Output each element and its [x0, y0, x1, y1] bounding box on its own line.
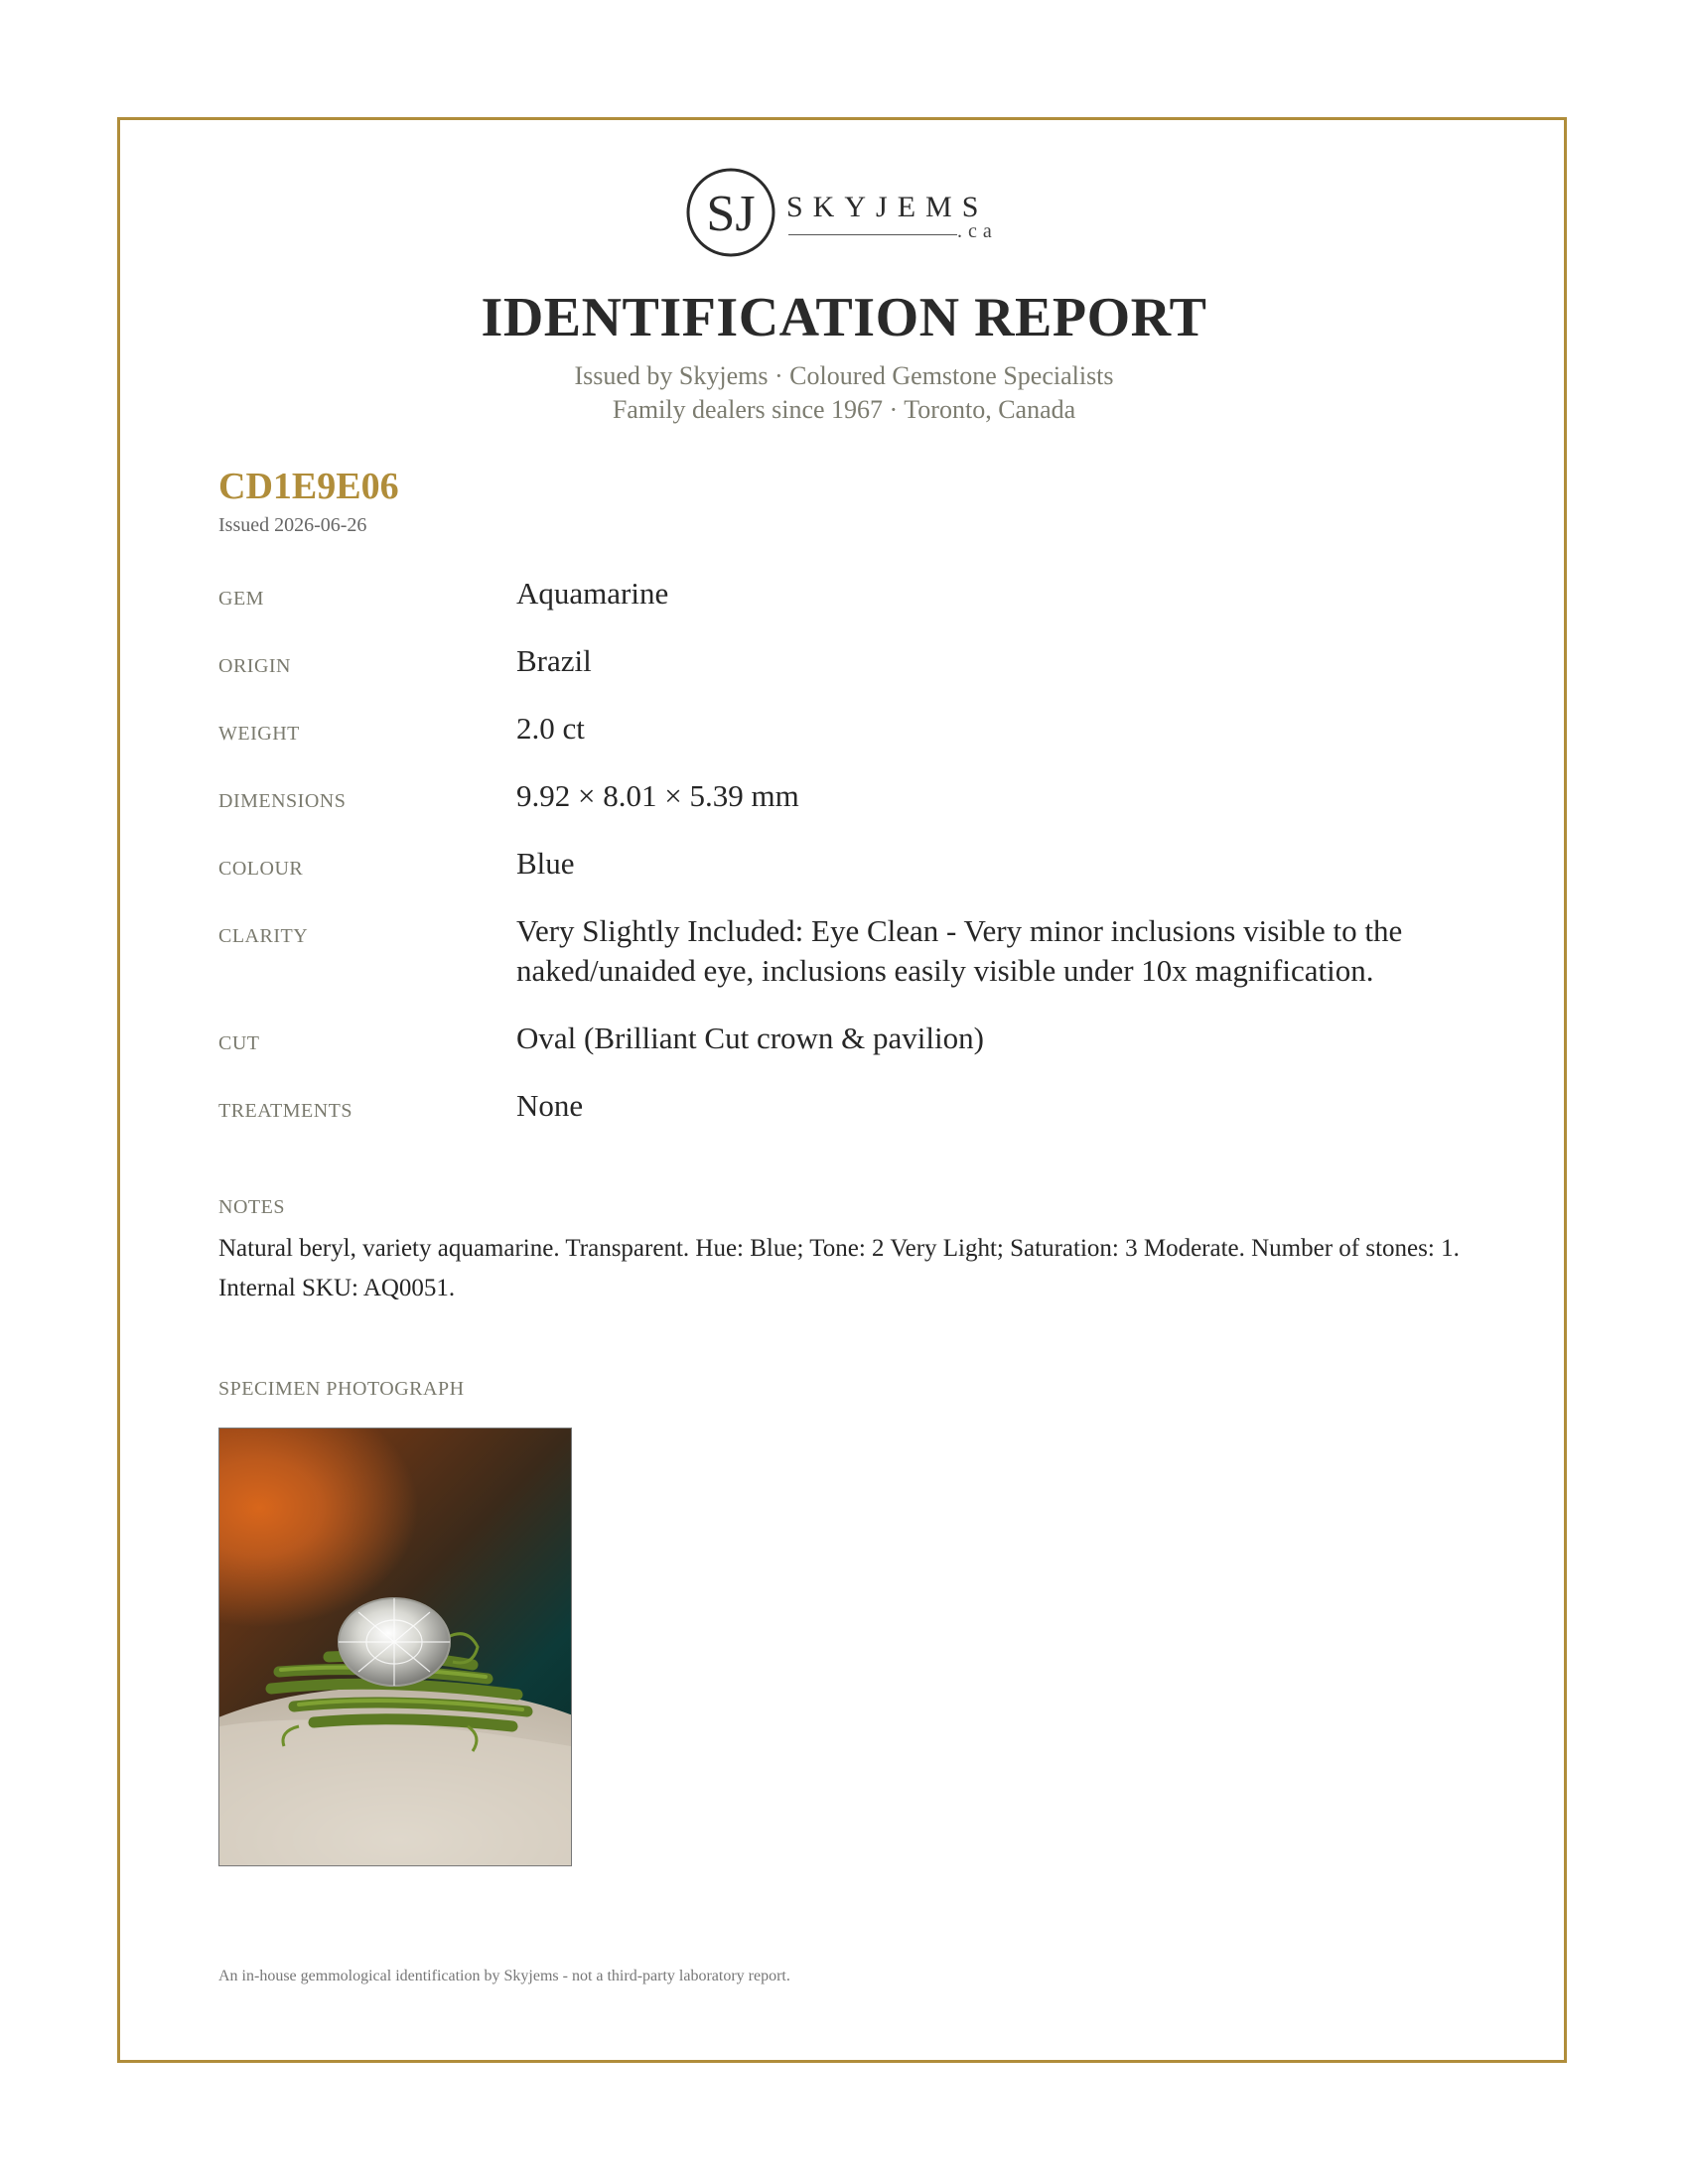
field-value-clarity: Very Slightly Included: Eye Clean - Very minor inclusions visible to the naked/unaided eye, inclusions easily visible under 10x magnification. — [516, 913, 1403, 988]
field-label-dimensions: DIMENSIONS — [218, 790, 347, 812]
field-label-colour: COLOUR — [218, 858, 304, 880]
notes-text: Natural beryl, variety aquamarine. Transparent. Hue: Blue; Tone: 2 Very Light; Saturation: 3 Moderate. Number of stones: 1. Internal SKU: AQ0051. — [218, 1235, 1460, 1301]
logo-suffix: .ca — [957, 220, 998, 242]
field-label-clarity: CLARITY — [218, 925, 309, 947]
photo-label: SPECIMEN PHOTOGRAPH — [218, 1378, 465, 1400]
field-label-treatments: TREATMENTS — [218, 1100, 352, 1122]
logo-rule — [788, 234, 957, 235]
field-value-colour: Blue — [516, 846, 575, 881]
field-value-weight: 2.0 ct — [516, 711, 585, 746]
report-subtitle-line2: Family dealers since 1967 · Toronto, Canada — [612, 395, 1076, 424]
logo-initials: SJ — [706, 186, 756, 242]
field-value-gem: Aquamarine — [516, 576, 669, 611]
report-title: IDENTIFICATION REPORT — [481, 287, 1207, 348]
field-value-dimensions: 9.92 × 8.01 × 5.39 mm — [516, 778, 799, 813]
field-value-cut: Oval (Brilliant Cut crown & pavilion) — [516, 1021, 984, 1055]
field-value-origin: Brazil — [516, 643, 592, 678]
sj-monogram-icon — [683, 165, 782, 264]
footer-disclaimer: An in-house gemmological identification by Skyjems - not a third-party laboratory report. — [218, 1968, 790, 1984]
field-label-cut: CUT — [218, 1032, 260, 1054]
issue-date: Issued 2026-06-26 — [218, 514, 367, 536]
report-subtitle-line1: Issued by Skyjems · Coloured Gemstone Specialists — [574, 361, 1114, 390]
field-value-treatments: None — [516, 1088, 584, 1123]
notes-label: NOTES — [218, 1196, 285, 1218]
field-label-weight: WEIGHT — [218, 723, 300, 745]
skyjems-logo — [683, 165, 1011, 264]
field-label-origin: ORIGIN — [218, 655, 291, 677]
specimen-photograph — [218, 1428, 572, 1866]
report-id: CD1E9E06 — [218, 466, 399, 507]
specimen-photo-illustration — [219, 1429, 571, 1865]
field-label-gem: GEM — [218, 588, 264, 610]
logo-wordmark: SKYJEMS — [786, 191, 989, 223]
